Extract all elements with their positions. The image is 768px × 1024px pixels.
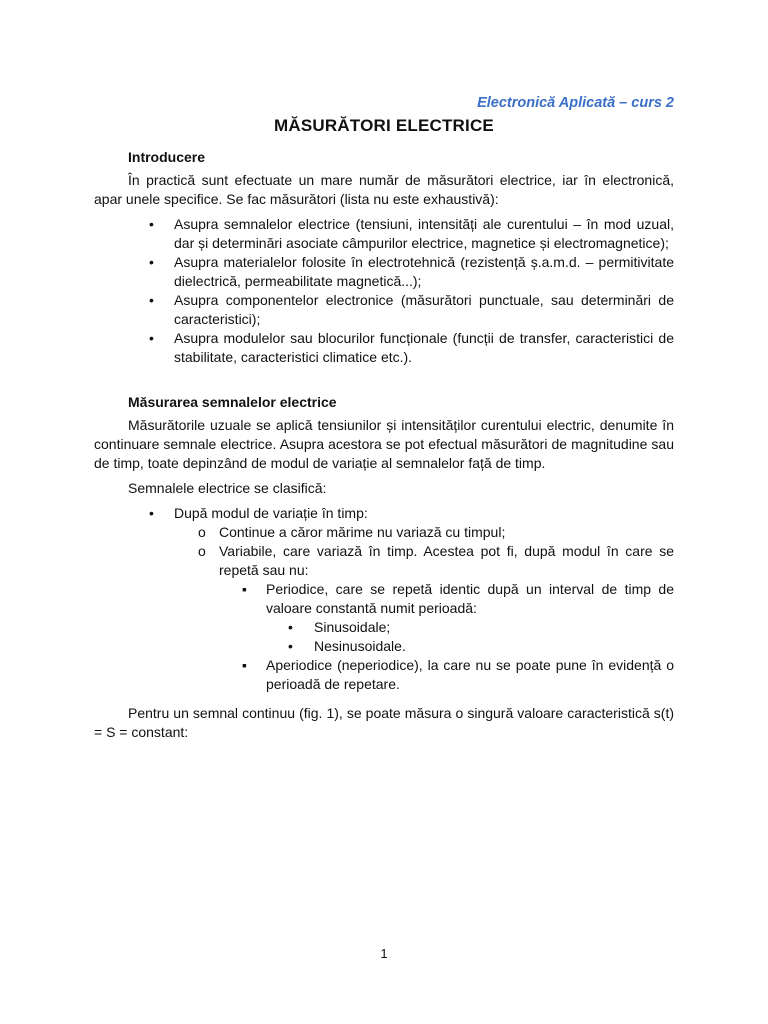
circle-bullet-icon: o xyxy=(198,543,206,559)
circle-bullet-icon: o xyxy=(198,524,206,540)
list-item xyxy=(94,580,674,618)
list-item xyxy=(94,253,674,291)
list-item-text: Sinusoidale; xyxy=(314,619,391,635)
list-item xyxy=(94,504,674,523)
bullet-icon: • xyxy=(288,638,293,654)
list-item-text: După modul de variație în timp: xyxy=(174,505,368,521)
bullet-icon: • xyxy=(149,254,154,270)
list-item xyxy=(94,215,674,253)
aperiodic-sublist xyxy=(94,656,674,694)
square-bullet-icon: ▪ xyxy=(242,657,247,673)
bullet-icon: • xyxy=(149,216,154,232)
list-item xyxy=(94,291,674,329)
list-item-text: Continue a căror mărime nu variază cu timpul; xyxy=(219,524,506,540)
page-number: 1 xyxy=(380,946,388,961)
list-item-text: Nesinusoidale. xyxy=(314,638,406,654)
list-item xyxy=(94,618,674,637)
document-body xyxy=(94,148,674,748)
intro-paragraph: În practică sunt efectuate un mare număr de măsurători electrice, iar în electronică, apar unele specifice. Se fac măsurători (lista nu este exhaustivă): xyxy=(94,172,674,207)
variation-sublist xyxy=(94,523,674,580)
list-item-text: Asupra semnalelor electrice (tensiuni, intensități ale curentului – în mod uzual, dar și determinări asociate câmpurilor electrice, magnetice și electromagnetice); xyxy=(174,216,674,251)
list-item xyxy=(94,637,674,656)
list-item-text: Variabile, care variază în timp. Acestea pot fi, după modul în care se repetă sau nu: xyxy=(219,543,674,578)
list-item-text: Periodice, care se repetă identic după un interval de timp de valoare constantă numit perioadă: xyxy=(266,581,674,616)
course-header: Electronică Aplicată – curs 2 xyxy=(477,95,674,111)
list-item-text: Aperiodice (neperiodice), la care nu se poate pune în evidență o perioadă de repetare. xyxy=(266,657,674,692)
bullet-icon: • xyxy=(149,292,154,308)
square-bullet-icon: ▪ xyxy=(242,581,247,597)
list-item xyxy=(94,656,674,694)
paragraph-masuratori-uzuale: Măsurătorile uzuale se aplică tensiunilor și intensităților curentului electric, denumite în continuare semnale electrice. Asupra acestora se pot efectual măsurători de magnitudine sau de timp, toate depinzând de modul de variație al semnalelor față de timp. xyxy=(94,417,674,471)
list-item xyxy=(94,542,674,580)
bullet-icon: • xyxy=(149,505,154,521)
bullet-icon: • xyxy=(288,619,293,635)
periodic-sublist xyxy=(94,580,674,618)
list-item-text: Asupra materialelor folosite în electrotehnică (rezistență ș.a.m.d. – permitivitate dielectrică, permeabilitate magnetică...); xyxy=(174,254,674,289)
section-heading-introducere: Introducere xyxy=(128,149,206,165)
section-heading-masurarea: Măsurarea semnalelor electrice xyxy=(128,394,337,410)
list-item xyxy=(94,523,674,542)
list-item-text: Asupra modulelor sau blocurilor funcționale (funcții de transfer, caracteristici de stabilitate, caracteristici climatice etc.). xyxy=(174,330,674,365)
signal-type-sublist xyxy=(94,618,674,656)
paragraph-clasificare: Semnalele electrice se clasifică: xyxy=(128,480,327,496)
paragraph-semnal-continuu: Pentru un semnal continuu (fig. 1), se poate măsura o singură valoare caracteristică s(t) = S = constant: xyxy=(94,705,674,740)
list-item-text: Asupra componentelor electronice (măsurători punctuale, sau determinări de caracteristici); xyxy=(174,292,674,327)
bullet-icon: • xyxy=(149,330,154,346)
measurement-list xyxy=(94,215,674,367)
classification-list xyxy=(94,504,674,523)
list-item xyxy=(94,329,674,367)
page-title: MĂSURĂTORI ELECTRICE xyxy=(274,116,494,135)
